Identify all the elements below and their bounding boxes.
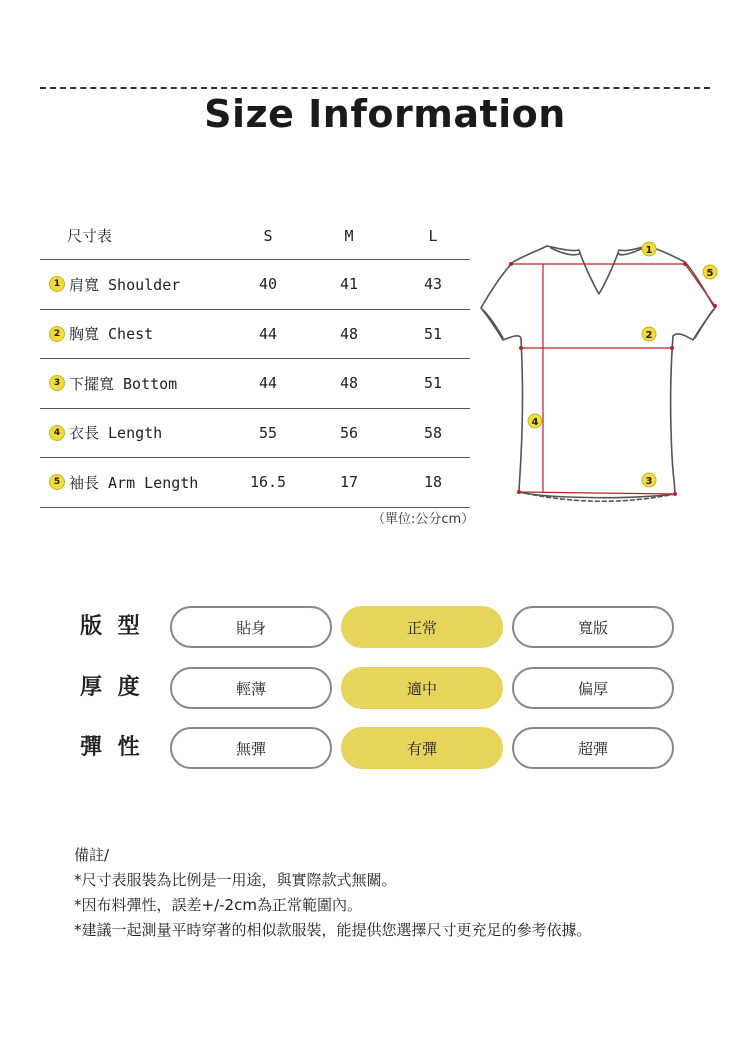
- number-badge: 3: [49, 375, 65, 391]
- svg-text:5: 5: [706, 268, 714, 279]
- table-header-label: 尺寸表: [67, 227, 113, 245]
- svg-text:3: 3: [645, 476, 653, 487]
- cell-value-l: 58: [423, 423, 443, 442]
- notes-section: [74, 843, 592, 943]
- cell-value-l: 18: [423, 473, 443, 492]
- number-badge: 4: [49, 425, 65, 441]
- number-badge: 2: [49, 326, 65, 342]
- header-size-s: S: [263, 226, 273, 245]
- option-elasticity-none: 無彈: [170, 727, 332, 769]
- cell-value-m: 17: [339, 473, 359, 492]
- shirt-measurement-diagram: [475, 236, 725, 506]
- table-row: [40, 458, 470, 508]
- size-table: [40, 212, 470, 508]
- row-label: 肩寬 Shoulder: [69, 275, 181, 294]
- top-dashed-divider: [40, 87, 710, 89]
- note-line: *因布料彈性，誤差+/-2cm為正常範圍內。: [74, 896, 362, 914]
- cell-value-l: 51: [423, 324, 443, 343]
- fit-label: 版 型: [80, 614, 144, 639]
- table-row: [40, 359, 470, 409]
- table-row: [40, 310, 470, 360]
- header-size-l: L: [428, 226, 438, 245]
- row-label: 胸寬 Chest: [69, 325, 154, 344]
- option-elasticity-super: 超彈: [512, 727, 674, 769]
- unit-note: （單位:公分cm）: [372, 512, 475, 527]
- svg-text:4: 4: [531, 417, 539, 428]
- diagram-badge-1: [642, 242, 656, 256]
- cell-value-m: 48: [339, 324, 359, 343]
- cell-value-l: 43: [423, 275, 443, 294]
- option-fit-loose: 寬版: [512, 606, 674, 648]
- thickness-label: 厚 度: [80, 675, 144, 700]
- cell-value-m: 41: [339, 275, 359, 294]
- option-fit-regular: 正常: [341, 606, 503, 648]
- cell-value-l: 51: [423, 374, 443, 393]
- svg-text:1: 1: [645, 245, 653, 256]
- cell-value-s: 16.5: [249, 473, 287, 492]
- row-label: 衣長 Length: [69, 424, 163, 443]
- header-size-m: M: [344, 226, 354, 245]
- row-label: 下擺寬 Bottom: [69, 374, 178, 393]
- elasticity-label: 彈 性: [80, 735, 144, 760]
- diagram-badge-4: [528, 414, 542, 428]
- diagram-badge-2: [642, 327, 656, 341]
- option-thickness-thick: 偏厚: [512, 667, 674, 709]
- page-title: Size Information: [204, 92, 566, 136]
- table-row: [40, 409, 470, 459]
- row-label: 袖長 Arm Length: [69, 473, 199, 492]
- cell-value-m: 48: [339, 374, 359, 393]
- cell-value-s: 44: [258, 324, 278, 343]
- cell-value-s: 44: [258, 374, 278, 393]
- notes-heading: 備註/: [74, 846, 110, 864]
- number-badge: 5: [49, 474, 65, 490]
- table-row: [40, 260, 470, 310]
- number-badge: 1: [49, 276, 65, 292]
- note-line: *建議一起測量平時穿著的相似款服裝，能提供您選擇尺寸更充足的參考依據。: [74, 921, 592, 939]
- cell-value-s: 55: [258, 423, 278, 442]
- svg-text:2: 2: [645, 330, 653, 341]
- table-header-row: [40, 212, 470, 260]
- note-line: *尺寸表服裝為比例是一用途，與實際款式無關。: [74, 871, 397, 889]
- option-thickness-medium: 適中: [341, 667, 503, 709]
- option-thickness-thin: 輕薄: [170, 667, 332, 709]
- diagram-badge-3: [642, 473, 656, 487]
- option-elasticity-stretch: 有彈: [341, 727, 503, 769]
- option-fit-slim: 貼身: [170, 606, 332, 648]
- cell-value-m: 56: [339, 423, 359, 442]
- diagram-badge-5: [703, 265, 717, 279]
- cell-value-s: 40: [258, 275, 278, 294]
